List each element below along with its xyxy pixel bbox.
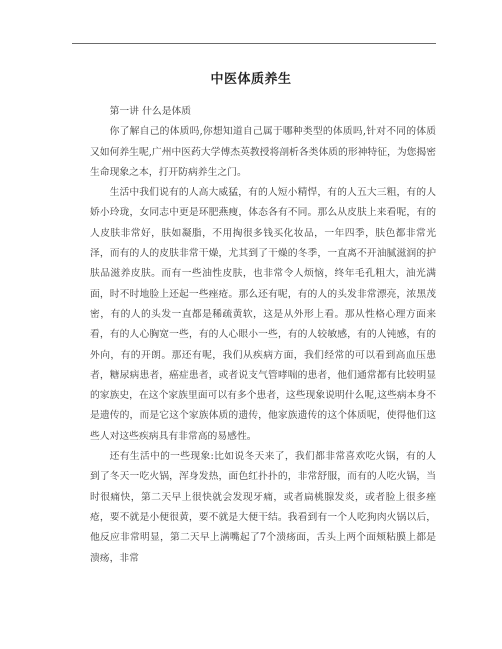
paragraph: 你了解自己的体质吗,你想知道自己属于哪种类型的体质吗,针对不同的体质又如何养生呢,广州中医药大学傅杰英教授将剖析各类体质的形神特征，为您揭密生命现象之本，打开防病养生之门。 (90, 126, 437, 178)
document-title: 中医体质养生 (210, 72, 292, 87)
section-heading: 第一讲 什么是体质 (109, 106, 192, 117)
paragraph: 生活中我们说有的人高大威猛，有的人短小精悍，有的人五大三粗，有的人娇小玲珑，女同志中更是环肥燕瘦，体态各有不同。那么从皮肤上来看呢，有的人皮肤非常好，肤如凝脂，不用掏很多钱买化妆品，一年四季，肤色都非常光泽，而有的人的皮肤非常干燥，尤其到了干燥的冬季，一直离不开油腻滋润的护肤品滋养皮肤。而有一些油性皮肤，也非常令人烦恼，终年毛孔粗大，油光满面，时不时地脸上还起一些痤疮。那么还有呢，有的人的头发非常漂亮，浓黑茂密，有的人的头发一直都是稀疏黄软，这是从外形上看。那从性格心理方面来看，有的人心胸宽一些，有的人心眼小一些，有的人较敏感，有的人钝感，有的外向，有的开朗。那还有呢，我们从疾病方面，我们经常的可以看到高血压患者，糖尿病患者，癌症患者，或者说支气管哮喘的患者，他们通常都有比较明显的家族史，在这个家族里面可以有多个患者，这些现象说明什么呢,这些病本身不是遗传的，而是它这个家族体质的遗传，他家族遗传的这个体质呢，使得他们这些人对这些疾病具有非常高的易感性。 (90, 187, 437, 442)
document-body (90, 102, 436, 569)
header-rule (72, 43, 436, 44)
paragraph: 还有生活中的一些现象:比如说冬天来了，我们都非常喜欢吃火锅，有的人到了冬天一吃火锅，浑身发热，面色红扑扑的，非常舒服，而有的人吃火锅，当时很痛快，第二天早上很快就会发现牙痛，或者扁桃腺发炎，或者脸上很多痤疮，要不就是小便很黄，要不就是大便干结。我看到有一个人吃狗肉火锅以后，他反应非常明显，第二天早上满嘴起了7个溃疡面，舌头上两个面颊粘膜上都是溃疡，非常 (90, 451, 436, 564)
